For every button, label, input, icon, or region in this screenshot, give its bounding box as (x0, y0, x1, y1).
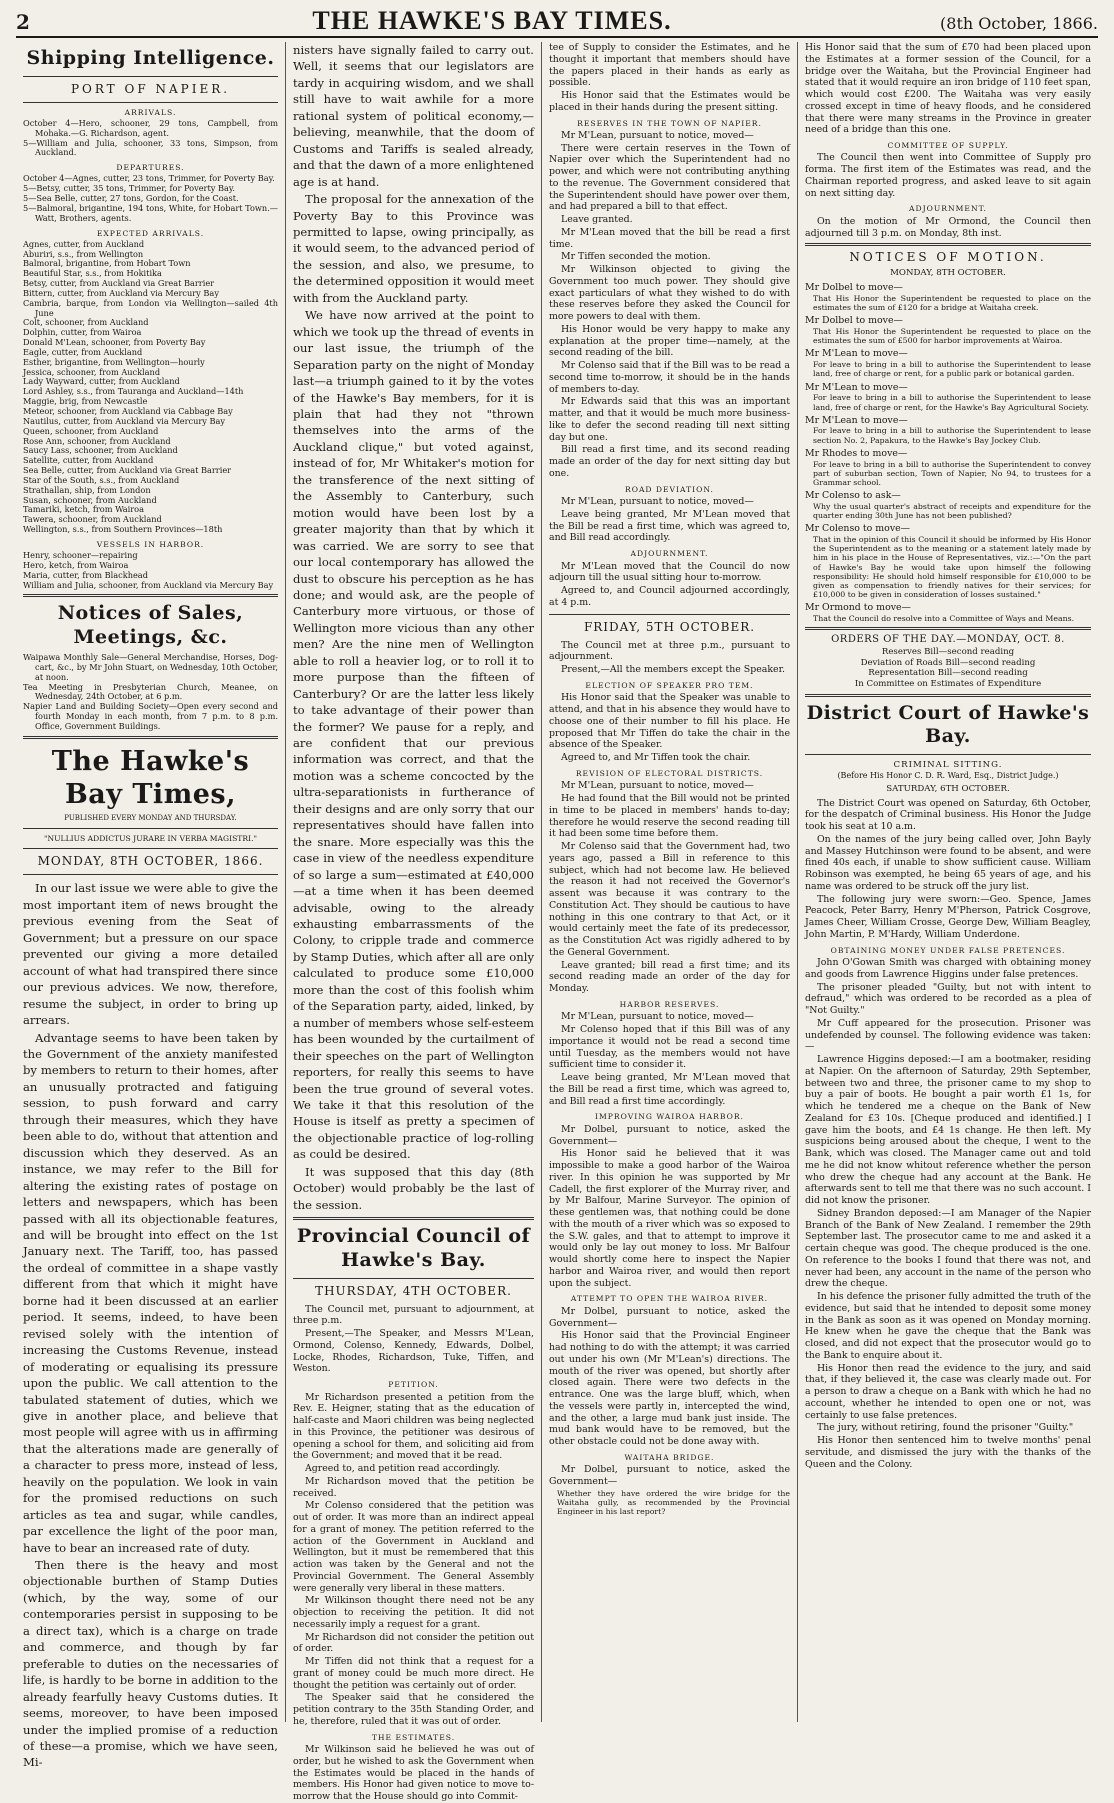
motion-mover: Mr M'Lean to move— (805, 414, 908, 426)
rule (23, 874, 278, 875)
expected-arrival-item: Star of the South, s.s., from Auckland (23, 474, 180, 485)
editorial-paragraph: The proposal for the annexation of the Poverty Bay to this Province was permitted to lapse, owing principally, as it would seem, to the advanced period of the session, and also, we presume, to the determined opposition it would meet with from the Auckland party. (293, 192, 534, 305)
paragraph: The District Court was opened on Saturday, 6th October, for the despatch of Criminal business. His Honor the Judge took his seat at 10 a.m. (805, 797, 1091, 833)
paragraph: The Council then went into Committee of Supply pro forma. The first item of the Estimates was read, and the Chairman reported progress, and asked leave to sit again on next sitting day. (805, 152, 1091, 199)
waitaha-heading: WAITAHA BRIDGE. (624, 1452, 715, 1462)
order-item: Deviation of Roads Bill—second reading (860, 657, 1036, 668)
expected-arrival-item: Wellington, s.s., from Southern Provinces—18th (23, 524, 223, 535)
expected-arrival-item: Agnes, cutter, from Auckland (23, 238, 145, 249)
rule (23, 76, 278, 77)
editorial-paragraph: Advantage seems to have been taken by the Government of the anxiety manifested by members to return to their homes, after an unusually protracted and fatiguing session, to push forward and carry through their measures, which they have been able to do, without that attention and discussion which they deserved. As an instance, we may refer to the Bill for altering the existing rates of postage on letters and newspapers, which has been passed with all its objectionable features, and will be brought into effect on the 1st January next. The Tariff, too, has passed the ordeal of committee in a shape vastly different from that which it might have borne had it been discussed at an earlier period. It seems, indeed, to have been revised solely with the intention of increasing the Customs Revenue, instead of moderating or equalising its pressure upon the public. We call attention to the tabulated statement of duties, which we give in another place, and believe that most people will agree with us in affirming that the alterations made are generally of a character to press more, instead of less, heavily on the population. We look in vain for the promised reductions on such articles as tea and sugar, while candles, par excellence the light of the poor man, have to bear an increased rate of duty. (23, 1030, 278, 1555)
published-line: PUBLISHED EVERY MONDAY AND THURSDAY. (64, 814, 237, 823)
adjournment-heading: ADJOURNMENT. (909, 204, 987, 214)
departure-item: 5—Betsy, cutter, 35 tons, Trimmer, for Poverty Bay. (23, 183, 236, 194)
editorial (23, 880, 278, 1770)
reserves-heading: RESERVES IN THE TOWN OF NAPIER. (577, 118, 762, 128)
motion-mover: Mr M'Lean to move— (805, 381, 908, 393)
paragraph: Agreed to, and Mr Tiffen took the chair. (561, 752, 751, 764)
paragraph: The prisoner pleaded "Guilty, but not with intent to defraud," which was ordered to be recorded as a plea of "Not Guilty." (805, 981, 1091, 1017)
paragraph: He had found that the Bill would not be printed in time to be placed in members' hands to-day; therefore he would reserve the second reading till it had been some time before them. (549, 793, 790, 840)
paragraph: The Council met at three p.m., pursuant to adjournment. (549, 639, 790, 663)
orders-heading: ORDERS OF THE DAY.—MONDAY, OCT. 8. (831, 634, 1065, 646)
saturday-heading: SATURDAY, 6TH OCTOBER. (886, 783, 1010, 794)
expected-arrival-item: Saucy Lass, schooner, from Auckland (23, 445, 178, 456)
column-2 (286, 42, 542, 1803)
motion-text: For leave to bring in a bill to authorise the Superintendent to convey part of suburban section, Town of Napier, No 94, to trustees for a Grammar school. (813, 459, 1091, 487)
paragraph: Mr Dolbel, pursuant to notice, asked the Government— (549, 1464, 790, 1488)
rule (549, 614, 790, 615)
paragraph: Mr Colenso said that if the Bill was to be read a second time to-morrow, it should be in the hands of members to-day. (549, 360, 790, 395)
rule (23, 736, 278, 739)
paragraph: His Honor said that the sum of £70 had been placed upon the Estimates at a former session of the Council, for a bridge over the Waitaha, but the Provincial Engineer had stated that it would require an iron bridge of 110 feet span, which would cost £200. The Waitaha was very easily crossed except in time of heavy floods, and he considered that there were many streams in the Province in greater need of a bridge than this one. (805, 42, 1091, 136)
reserves-section (549, 130, 790, 480)
expected-arrival-item: Meteor, schooner, from Auckland via Cabbage Bay (23, 406, 233, 417)
paragraph: The jury, without retiring, found the prisoner "Guilty." (817, 1422, 1074, 1434)
vessel-item: Henry, schooner—repairing (23, 550, 138, 561)
wairoa-heading: IMPROVING WAIROA HARBOR. (595, 1112, 744, 1122)
arrival-item: 5—William and Julia, schooner, 33 tons, Simpson, from Auckland. (23, 137, 278, 158)
expected-arrival-item: Aburiri, s.s., from Wellington (23, 248, 144, 259)
paragraph: Leave being granted, Mr M'Lean moved that the Bill be read a first time, which was agreed to, and Bill read a first time accordingly. (549, 1072, 790, 1107)
paragraph: Present,—All the members except the Speaker. (561, 664, 786, 676)
rule (23, 102, 278, 103)
expected-arrival-item: Tamariki, ketch, from Wairoa (23, 504, 144, 515)
expected-arrival-item: Cambria, barque, from London via Wellington—sailed 4th June (23, 297, 278, 318)
notices-of-motion-heading: NOTICES OF MOTION. (849, 250, 1047, 265)
motion-mover: Mr Colenso to ask— (805, 490, 901, 502)
notice-item: Waipawa Monthly Sale—General Merchandise, Horses, Dog-cart, &c., by Mr John Stuart, on Wednesday, 10th October, at noon. (23, 651, 278, 682)
expected-arrival-item: Jessica, schooner, from Auckland (23, 366, 161, 377)
paragraph: On the motion of Mr Ormond, the Council then adjourned till 3 p.m. on Monday, 8th inst. (805, 215, 1091, 239)
column-4 (798, 42, 1098, 1722)
notices-list (23, 653, 278, 732)
arrival-item: October 4—Hero, schooner, 29 tons, Campbell, from Mohaka.—G. Richardson, agent. (23, 117, 278, 138)
rule (805, 694, 1091, 697)
paragraph: His Honor said that the Speaker was unable to attend, and that in his absence they would have to choose one of their number to fill his place. He proposed that Mr Tiffen do take the chair in the absence of the Speaker. (549, 692, 790, 751)
paragraph: Leave granted; bill read a first time; and its second reading made an order of the day for Monday. (549, 959, 790, 995)
vessel-item: Hero, ketch, from Wairoa (23, 559, 129, 570)
rule (23, 848, 278, 849)
departure-item: 5—Balmoral, brigantine, 194 tons, White, for Hobart Town.—Watt, Brothers, agents. (23, 202, 278, 223)
paragraph: Mr Edwards said that this was an important matter, and that it would be much more business-like to defer the second reading till next sitting day but one. (549, 396, 790, 443)
paragraph: Mr M'Lean, pursuant to notice, moved— (561, 780, 754, 792)
paragraph: His Honor would be very happy to make any explanation at the proper time—namely, at the second reading of the bill. (549, 323, 790, 359)
column-1 (16, 42, 286, 1770)
expected-arrival-item: Tawera, schooner, from Auckland (23, 514, 162, 525)
motion-text: For leave to bring in a bill to authorise the Superintendent to lease land, free of charge or rent, for the Hawke's Bay Agricultural Society. (813, 393, 1091, 412)
departure-item: October 4—Agnes, cutter, 23 tons, Trimmer, for Poverty Bay. (23, 173, 275, 184)
petition-heading: PETITION. (388, 1380, 439, 1390)
paragraph: Agreed to, and petition read accordingly. (305, 1463, 500, 1475)
expected-arrival-item: Eagle, cutter, from Auckland (23, 346, 143, 357)
arrivals-heading: ARRIVALS. (124, 107, 177, 117)
paragraph: Mr M'Lean, pursuant to notice, moved— (561, 129, 754, 141)
motion-mover: Mr Colenso to move— (805, 523, 911, 535)
motion-text: That the Council do resolve into a Committee of Ways and Means. (813, 614, 1075, 624)
court-heading: District Court of Hawke's Bay. (806, 701, 1090, 748)
newspaper-title: THE HAWKE'S BAY TIMES. (312, 6, 672, 35)
paragraph: His Honor then sentenced him to twelve months' penal servitude, and dismissed the jury with the thanks of the Queen and the Colony. (805, 1435, 1091, 1470)
rule (805, 243, 1091, 246)
motion-date: MONDAY, 8TH OCTOBER. (890, 268, 1006, 279)
editorial-date: MONDAY, 8TH OCTOBER, 1866. (37, 854, 264, 869)
paragraph: In his defence the prisoner fully admitted the truth of the evidence, but said that he intended to deposit some money in the Bank as soon as it was opened on Monday morning. He knew when he gave the cheque that the Bank was closed, and did not expect that the prosecutor would go to the Bank to enquire about it. (805, 1291, 1091, 1361)
expected-arrival-item: Rose Ann, schooner, from Auckland (23, 435, 171, 446)
editorial-paragraph: We have now arrived at the point to which we took up the thread of events in our last issue, the triumph of the Separation party on the night of Monday last—a triumph gained to it by the votes of the Hawke's Bay members, for it is plain that had they not "thrown themselves into the arms of the Auckland clique," but voted against, instead of for, Mr Whitaker's motion for the transference of the next sitting of the Assembly to Canterbury, such motion would have been lost by a greater majority than that by which it was carried. We are sorry to see that our local contemporary has allowed the dust to obscure his perception as he has done; and would ask, are the people of Canterbury more virtuous, or those of Wellington more vicious than any other men? Are the nine men of Wellington able to roll a heavier log, or to roll it to more purpose than the fifteen of Canterbury? Or are the latter less likely to take advantage of their power than the former? We pause for a reply, and are confident that our previous information was correct, and that the motion was a scheme concocted by the ultra-separationists in furtherance of their designs and are only sorry that our representatives should have fallen into the snare. More especially was this the case in view of the needless expenditure of so large a sum—estimated at £40,000—at a time when it has been deemed advisable, owing to the already exhausting embarrassments of the Colony, to cripple trade and commerce by Stamp Duties, which after all are only calculated to produce some £10,000 more than the cost of this foolish whim of the Separation party, aided, linked, by a number of members whose self-esteem has been wounded by the curtailment of their speeches on the part of Wellington reporters, for really this seems to have been the true ground of several votes. We take it that this resolution of the House is itself as pretty a specimen of the objectionable practice of log-rolling as could be desired. (293, 308, 534, 1162)
council-heading: Provincial Council of Hawke's Bay. (296, 1225, 531, 1271)
page-number: 2 (16, 10, 30, 34)
paragraph: Mr Colenso said that the Government had, two years ago, passed a Bill in reference to this subject, which had not become law. He believed the reason it had not received the Governor's assent was because it was contrary to the Constitution Act. They should be cautious to have nothing in this one contrary to that Act, or it would certainly meet the fate of its predecessor, as the Constitution Act was rigidly adhered to by the General Government. (549, 841, 790, 958)
paragraph: Mr Colenso hoped that if this Bill was of any importance it would not be read a second time until Tuesday, as the members would not have sufficient time to consider it. (549, 1024, 790, 1071)
paragraph: Mr Tiffen did not think that a request for a grant of money could be much more direct. He thought the petition was certainly out of order. (293, 1656, 534, 1691)
expected-arrival-item: Betsy, cutter, from Auckland via Great Barrier (23, 278, 215, 289)
departures-heading: DEPARTURES. (116, 163, 185, 173)
motion-text: Why the usual quarter's abstract of receipts and expenditure for the quarter ending 30th June has not been published? (813, 501, 1091, 521)
thursday-heading: THURSDAY, 4TH OCTOBER. (315, 1283, 512, 1298)
columns (16, 42, 1098, 1803)
paragraph: Lawrence Higgins deposed:—I am a bootmaker, residing at Napier. On the afternoon of Saturday, 29th September, between two and three, the prisoner came to my shop to buy a pair of boots. He bought a pair worth £1 1s, for which he tendered me a cheque on the Bank of New Zealand for £3 10s. [Cheque produced and identified.] I gave him the boots, and £4 1s change. He then left. My suspicions being aroused about the cheque, I went to the Bank, which was closed. The Manager came out and told me he did not know whitout reference whether the person who drew the cheque had any account at the Bank. He afterwards sent to tell me that there was no such account. I did not know the prisoner. (805, 1054, 1091, 1207)
expected-arrival-item: Susan, schooner, from Auckland (23, 494, 157, 505)
motion-text: For leave to bring in a bill to authorise the Superintendent to lease land, free of charge or rent, for a public park or botanical garden. (813, 360, 1091, 379)
expected-list (23, 240, 278, 535)
paragraph: tee of Supply to consider the Estimates, and he thought it important that members should have the papers placed in their hands as early as possible. (549, 42, 790, 89)
editorial-continued (293, 42, 534, 1213)
speaker-heading: ELECTION OF SPEAKER PRO TEM. (585, 680, 754, 690)
port-heading: PORT OF NAPIER. (70, 81, 231, 96)
motion-mover: Mr M'Lean to move— (805, 348, 908, 360)
paragraph: Mr M'Lean, pursuant to notice, moved— (561, 496, 754, 508)
editorial-paragraph: nisters have signally failed to carry out. Well, it seems that our legislators are tardy in acquiring wisdom, and we shall still have to wait awhile for a more rational system of political economy,—believing, meanwhile, that the doom of Customs and Tariffs is sealed already, and that the dawn of a more enlightened age is at hand. (293, 43, 534, 189)
expected-arrival-item: Bittern, cutter, from Auckland via Mercury Bay (23, 287, 219, 298)
vessels-heading: VESSELS IN HARBOR. (96, 539, 205, 549)
motion-text: That in the opinion of this Council it should be informed by His Honor the Superintendent as to the meaning or a statement lately made by him in his place in the House of Representatives, viz.:—"On the part of Hawke's Bay he would take upon himself the following responsibility: He should hold himself responsible for £10,000 to be given as compensation to friendly natives for their services; for £10,000 to be given in consideration of losses sustained." (813, 535, 1091, 600)
paragraph: Mr Wilkinson said he believed he was out of order, but he wished to ask the Government when the Estimates would be placed in the hands of members. His Honor had given notice to move to-morrow that the House should go into Commit- (293, 1744, 534, 1803)
paragraph: The Council met, pursuant to adjournment, at three p.m. (293, 1303, 534, 1327)
adjournment-heading: ADJOURNMENT. (630, 549, 709, 559)
editorial-paragraph: It was supposed that this day (8th October) would probably be the last of the session. (293, 1164, 534, 1212)
paragraph: Mr Colenso considered that the petition was out of order. It was more than an indirect appeal for a grant of money. The petition referred to the action of the Government in Auckland and Wellington, but it must be remembered that this action was taken by the General and not the Provincial Government. The General Assembly were generally very liberal in these matters. (293, 1500, 534, 1594)
motion-mover: Mr Dolbel to move— (805, 315, 903, 327)
motion-mover: Mr Ormond to move— (805, 602, 911, 614)
expected-arrival-item: Queen, schooner, from Auckland (23, 425, 159, 436)
paragraph: Agreed to, and Council adjourned accordingly, at 4 p.m. (549, 585, 790, 608)
notices-heading: Notices of Sales, Meetings, &c. (57, 602, 244, 649)
paragraph: Leave being granted, Mr M'Lean moved that the Bill be read a first time, which was agreed to, and Bill read accordingly. (549, 508, 790, 544)
editorial-paragraph: Then there is the heavy and most objectionable burthen of Stamp Duties (which, by the way, some of our contemporaries persist in supposing to be a direct tax), which is a charge on trade and commerce, and though by far preferable to duties on the necessaries of life, is hardly to be borne in addition to the already fearfully heavy Customs duties. It seems, moreover, to have been imposed under the implied promise of a reduction of these—a promise, which we have seen, Mi- (23, 1558, 278, 1770)
order-item: In Committee on Estimates of Expenditure (854, 678, 1042, 689)
paragraph: His Honor said that the Estimates would be placed in their hands during the present sitting. (549, 90, 790, 113)
rule (293, 1217, 534, 1220)
expected-arrival-item: Dolphin, cutter, from Wairoa (23, 327, 142, 338)
expected-arrival-item: Sea Belle, cutter, from Auckland via Great Barrier (23, 465, 232, 476)
shipping-list (23, 108, 278, 591)
paragraph: Mr Richardson did not consider the petition out of order. (293, 1631, 534, 1655)
motion-mover: Mr Rhodes to move— (805, 447, 908, 459)
notice-item: Tea Meeting in Presbyterian Church, Meanee, on Wednesday, 24th October, at 6 p.m. (23, 681, 278, 702)
order-item: Reserves Bill—second reading (881, 646, 1015, 657)
paragraph: Mr Tiffen seconded the motion. (561, 251, 711, 263)
judge-line: (Before His Honor C. D. R. Ward, Esq., District Judge.) (837, 770, 1059, 780)
expected-arrival-item: Lady Wayward, cutter, from Auckland (23, 376, 180, 387)
expected-arrival-item: Maggie, brig, from Newcastle (23, 396, 148, 407)
estimates-heading: THE ESTIMATES. (371, 1732, 456, 1742)
page-header (16, 6, 1098, 38)
paragraph: Mr M'Lean moved that the bill be read a first time. (549, 226, 790, 250)
harbor-reserves-heading: HARBOR RESERVES. (619, 999, 720, 1009)
expected-arrival-item: Satellite, cutter, from Auckland (23, 455, 154, 466)
friday-heading: FRIDAY, 5TH OCTOBER. (583, 619, 756, 634)
paragraph: Mr Wilkinson objected to giving the Government too much power. They should give exact particulars of what they wished to do with these reserves before they asked the Council for more powers to deal with them. (549, 264, 790, 323)
road-heading: ROAD DEVIATION. (625, 484, 714, 494)
expected-arrival-item: Beautiful Star, s.s., from Hokitika (23, 268, 162, 279)
rule (805, 627, 1091, 630)
case-section (805, 957, 1091, 1470)
paragraph: Bill read a first time, and its second reading made an order of the day for next sitting day but one. (549, 444, 790, 479)
motion-text: That His Honor the Superintendent be requested to place on the estimates the sum of £500 for harbor improvements at Wairoa. (813, 327, 1091, 346)
paragraph: Present,—The Speaker, and Messrs M'Lean, Ormond, Colenso, Kennedy, Edwards, Dolbel, Locke, Rhodes, Richardson, Tuke, Tiffen, and Weston. (293, 1328, 534, 1375)
rule (23, 594, 278, 597)
paragraph: Whether they have ordered the wire bridge for the Waitaha gully, as recommended by the Provincial Engineer in his last report? (557, 1488, 790, 1517)
rule (805, 754, 1091, 755)
masthead-title: The Hawke's Bay Times, (51, 745, 250, 811)
expected-arrival-item: Strathallan, ship, from London (23, 484, 151, 495)
vessel-item: William and Julia, schooner, from Auckland via Mercury Bay (23, 579, 274, 590)
paragraph: Mr Richardson presented a petition from the Rev. E. Heigner, stating that as the education of half-caste and Maori children was being neglected in this Province, the petitioner was desirous of opening a school for them, and soliciting aid from the Government; and moved that it be read. (293, 1391, 534, 1462)
attempt-heading: ATTEMPT TO OPEN THE WAIROA RIVER. (570, 1294, 769, 1304)
paragraph: There were certain reserves in the Town of Napier over which the Superintendent had no power, and which were not contributing anything to the revenue. The Government considered that the Superintendent should have power over them, and had prepared a bill to that effect. (549, 142, 790, 213)
paragraph: On the names of the jury being called over, John Bayly and Massey Hutchinson were found to be absent, and were fined 40s each, if unable to show sufficient cause. William Robinson was exempted, he being 65 years of age, and his name was ordered to be struck off the jury list. (805, 833, 1091, 892)
paragraph: Leave granted. (561, 214, 633, 226)
motto: "NULLIUS ADDICTUS JURARE IN VERBA MAGISTRI." (43, 833, 257, 843)
paragraph: His Honor said that the Provincial Engineer had nothing to do with the attempt; it was carried out under his own (Mr M'Lean's) directions. The mouth of the river was opened, but shortly after closed again. There were two defects in the entrance. One was the large bluff, which, when the vessels were partly in, intercepted the wind, and the other, a large mud bank just inside. The mud bank would have to be removed, but the other obstacle could not be done away with. (549, 1330, 790, 1448)
expected-arrival-item: Esther, brigantine, from Wellington—hourly (23, 356, 205, 367)
supply-heading: COMMITTEE OF SUPPLY. (887, 141, 1009, 150)
order-item: Representation Bill—second reading (868, 668, 1028, 679)
paragraph: Mr Dolbel, pursuant to notice, asked the Government— (549, 1305, 790, 1329)
motion-mover: Mr Dolbel to move— (805, 282, 903, 294)
motion-text: For leave to bring in a bill to authorise the Superintendent to lease section No. 2, Papakura, to the Hawke's Bay Jockey Club. (813, 426, 1091, 445)
column-3 (542, 42, 798, 1722)
vessel-item: Maria, cutter, from Blackhead (23, 569, 148, 580)
paragraph: His Honor said he believed that it was impossible to make a good harbor of the Wairoa river. In this opinion he was supported by Mr Cadell, the first explorer of the Murray river, and by Mr Balfour, Marine Surveyor. The opinion of these gentlemen was, that nothing could be done with the mouth of a river which was so exposed to the S.W. gales, and that to attempt to improve it would only be lay out money to loss. Mr Balfour would shortly come here to inspect the Napier harbor and Wairoa river, and would then report upon the subject. (549, 1148, 790, 1289)
false-pretences-heading: OBTAINING MONEY UNDER FALSE PRETENCES. (830, 945, 1066, 955)
paragraph: John O'Gowan Smith was charged with obtaining money and goods from Lawrence Higgins under false pretences. (805, 957, 1091, 980)
departure-item: 5—Sea Belle, cutter, 27 tons, Gordon, for the Coast. (23, 193, 239, 204)
issue-date: (8th October, 1866. (940, 14, 1098, 33)
expected-arrival-item: Nautilus, cutter, from Auckland via Mercury Bay (23, 415, 226, 426)
paragraph: Mr Richardson moved that the petition be received. (293, 1475, 534, 1499)
notice-item: Napier Land and Building Society—Open every second and fourth Monday in each month, from 7 p.m. to 8 p.m. Office, Government Buildings. (23, 701, 278, 731)
rule (293, 1278, 534, 1279)
paragraph: The following jury were sworn:—Geo. Spence, James Peacock, Peter Barry, Henry M'Pherson, Patrick Cosgrove, James Cheer, William Crosse, George Dew, William Beagley, John Martin, P. M'Hardy, William Underdone. (805, 893, 1091, 940)
paragraph: Sidney Brandon deposed:—I am Manager of the Napier Branch of the Bank of New Zealand. I remember the 29th September last. The prosecutor came to me and asked it a certain cheque was good. The cheque produced is the one. On reference to the books I found that there was not, and never had been, any account in the name of the person who drew the cheque. (805, 1207, 1091, 1290)
expected-arrival-item: Lord Ashley, s.s., from Tauranga and Auckland—14th (23, 386, 244, 397)
editorial-paragraph: In our last issue we were able to give the most important item of news brought the previous evening from the Seat of Government; but a pressure on our space prevented our giving a more detailed account of what had transpired there since our previous advices. We now, therefore, resume the subject, in order to bring up arrears. (23, 881, 278, 1028)
motion-text: That His Honor the Superintendent be requested to place on the estimates the sum of £120 for a bridge at Waitaha creek. (813, 293, 1091, 313)
paragraph: The Speaker said that he considered the petition contrary to the 35th Standing Order, and he, therefore, ruled that it was out of order. (293, 1692, 534, 1727)
paragraph: Mr M'Lean, pursuant to notice, moved— (561, 1011, 754, 1023)
revision-heading: REVISION OF ELECTORAL DISTRICTS. (575, 768, 764, 778)
rule (23, 828, 278, 829)
motions-list (805, 282, 1091, 623)
expected-arrival-item: Donald M'Lean, schooner, from Poverty Bay (23, 337, 206, 348)
shipping-heading: Shipping Intelligence. (26, 47, 275, 69)
expected-heading: EXPECTED ARRIVALS. (96, 228, 205, 238)
expected-arrival-item: Balmoral, brigantine, from Hobart Town (23, 258, 191, 269)
paragraph: Mr Dolbel, pursuant to notice, asked the Government— (549, 1123, 790, 1147)
paragraph: Mr M'Lean moved that the Council do now adjourn till the usual sitting hour to-morrow. (549, 560, 790, 584)
paragraph: Mr Cuff appeared for the prosecution. Prisoner was undefended by counsel. The following evidence was taken:— (805, 1017, 1091, 1053)
paragraph: Mr Wilkinson thought there need not be any objection to receiving the petition. It did not necessarily imply a request for a grant. (293, 1595, 534, 1630)
paragraph: His Honor then read the evidence to the jury, and said that, if they believed it, the case was clearly made out. For a person to draw a cheque on a Bank with which he had no account, whether he intended to open one or not, was certainly to use false pretences. (805, 1362, 1091, 1421)
criminal-heading: CRIMINAL SITTING. (893, 760, 1003, 771)
expected-arrival-item: Colt, schooner, from Auckland (23, 317, 149, 328)
